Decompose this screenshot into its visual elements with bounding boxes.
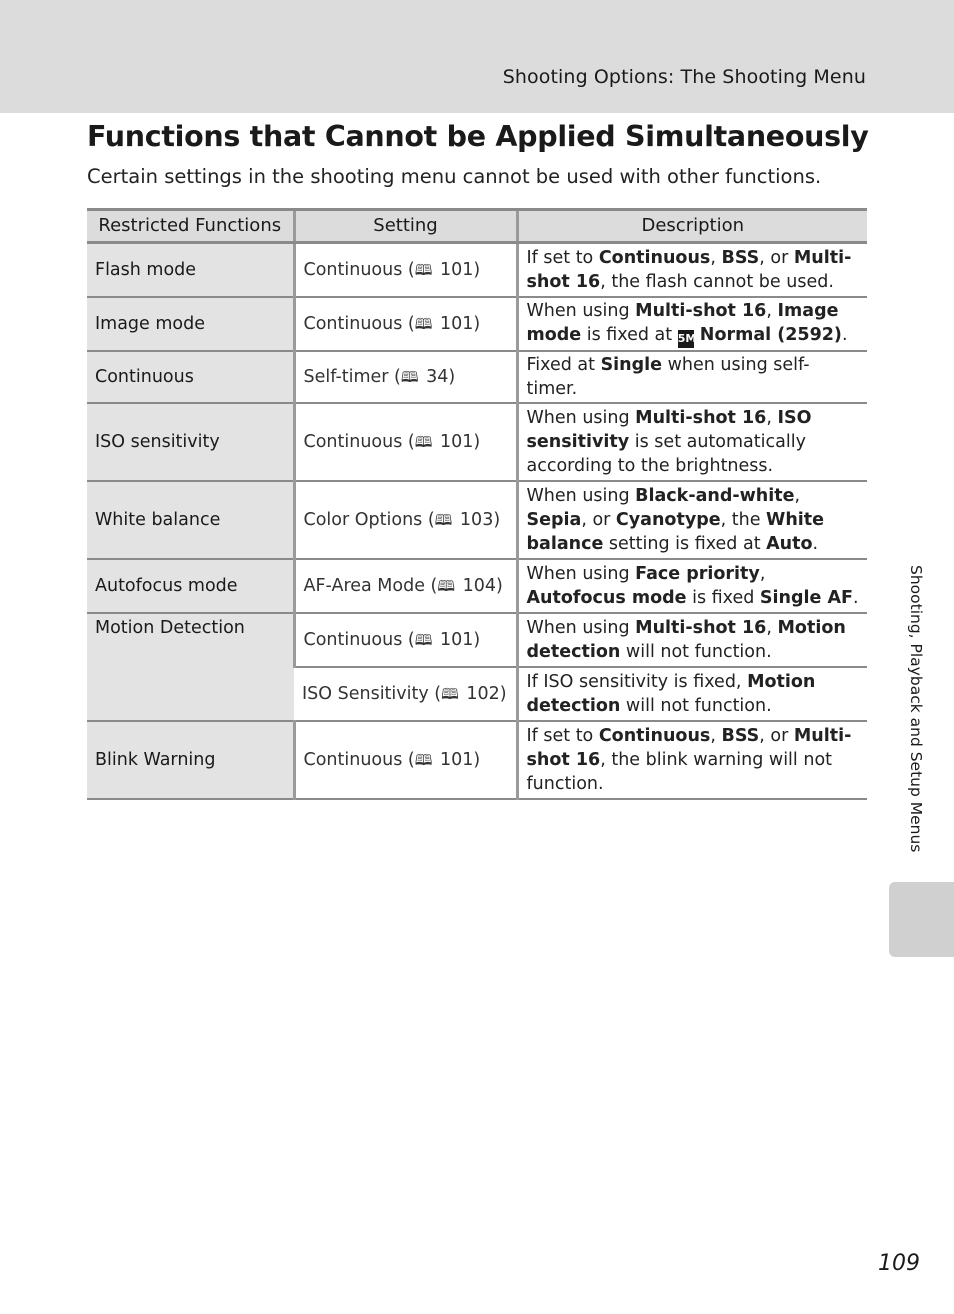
setting-label: ISO Sensitivity ( bbox=[302, 683, 442, 704]
description-emphasis: Multi-shot 16 bbox=[635, 407, 767, 428]
restricted-function-cell: Flash mode bbox=[87, 243, 294, 297]
description-emphasis: Multi-shot 16 bbox=[635, 301, 767, 321]
description-emphasis: BSS bbox=[721, 247, 760, 268]
description-text: is set automatically according to the brightness. bbox=[526, 431, 806, 476]
description-emphasis: Auto bbox=[766, 533, 813, 554]
setting-label: Continuous ( bbox=[303, 313, 415, 334]
page-reference: 101) bbox=[434, 313, 481, 334]
description-emphasis: Motion detection bbox=[526, 617, 846, 662]
description-emphasis: Multi-shot 16 bbox=[635, 617, 767, 638]
description-text: is fixed bbox=[686, 587, 760, 608]
description-emphasis: Continuous bbox=[598, 725, 711, 746]
table-row bbox=[87, 403, 867, 481]
table-row bbox=[87, 243, 867, 297]
header-band bbox=[0, 0, 954, 113]
setting-label: AF-Area Mode ( bbox=[303, 575, 438, 596]
5m-image-mode-icon: 5M bbox=[678, 330, 694, 348]
restricted-function-cell: Blink Warning bbox=[87, 721, 294, 799]
description-emphasis: Cyanotype bbox=[615, 509, 721, 530]
table-row bbox=[87, 351, 867, 403]
setting-label: Continuous ( bbox=[303, 431, 415, 452]
description-text: , or bbox=[759, 725, 794, 746]
description-text: Fixed at bbox=[526, 354, 601, 375]
description-emphasis: BSS bbox=[721, 725, 760, 746]
description-text: , or bbox=[759, 247, 794, 268]
description-cell bbox=[517, 243, 867, 297]
setting-cell bbox=[294, 559, 517, 613]
description-text: . bbox=[812, 533, 819, 554]
restrictions-table bbox=[87, 208, 867, 800]
setting-label: Color Options ( bbox=[303, 509, 435, 530]
page-reference: 101) bbox=[434, 259, 481, 280]
description-text: will not function. bbox=[620, 641, 772, 662]
book-icon: 🕮 bbox=[414, 314, 433, 333]
header-setting: Setting bbox=[294, 210, 517, 243]
description-text: , the blink warning will not function. bbox=[526, 749, 833, 794]
book-icon: 🕮 bbox=[414, 630, 433, 649]
description-emphasis: Face priority bbox=[635, 563, 760, 584]
description-cell bbox=[517, 297, 867, 351]
description-text: , or bbox=[581, 509, 616, 530]
restricted-function-cell: ISO sensitivity bbox=[87, 403, 294, 481]
description-emphasis: Normal (2592) bbox=[693, 325, 842, 345]
description-text: When using bbox=[526, 485, 636, 506]
description-text: , bbox=[794, 485, 801, 506]
description-text: , bbox=[766, 407, 778, 428]
setting-cell bbox=[294, 297, 517, 351]
description-cell bbox=[517, 667, 867, 721]
page-number: 109 bbox=[878, 1251, 920, 1276]
description-text: will not function. bbox=[620, 695, 772, 716]
header-description: Description bbox=[517, 210, 867, 243]
restricted-function-cell: White balance bbox=[87, 481, 294, 559]
description-emphasis: Continuous bbox=[598, 247, 711, 268]
table-row bbox=[87, 481, 867, 559]
book-icon: 🕮 bbox=[414, 260, 433, 279]
table-row bbox=[87, 559, 867, 613]
description-emphasis: Multi-shot 16 bbox=[526, 725, 852, 770]
chapter-side-label: Shooting, Playback and Setup Menus bbox=[907, 565, 925, 853]
description-emphasis: Single AF bbox=[759, 587, 853, 608]
description-text: If set to bbox=[526, 247, 599, 268]
description-emphasis: Sepia bbox=[526, 509, 582, 530]
description-emphasis: ISO sensitivity bbox=[526, 407, 812, 452]
table-row bbox=[87, 613, 867, 667]
page-reference: 102) bbox=[460, 683, 507, 704]
setting-cell bbox=[294, 403, 517, 481]
description-emphasis: Motion detection bbox=[526, 671, 816, 716]
restricted-function-cell: Autofocus mode bbox=[87, 559, 294, 613]
setting-label: Self-timer ( bbox=[303, 366, 401, 387]
restricted-function-cell: Continuous bbox=[87, 351, 294, 403]
description-text: When using bbox=[526, 301, 636, 321]
setting-cell bbox=[294, 721, 517, 799]
book-icon: 🕮 bbox=[414, 432, 433, 451]
description-cell bbox=[517, 403, 867, 481]
page-reference: 104) bbox=[457, 575, 503, 596]
description-cell bbox=[517, 721, 867, 799]
description-text: When using bbox=[526, 563, 636, 584]
book-icon: 🕮 bbox=[437, 576, 456, 595]
description-cell bbox=[517, 559, 867, 613]
description-text: , bbox=[710, 725, 722, 746]
description-text: , bbox=[766, 617, 778, 638]
chapter-tab bbox=[889, 882, 954, 957]
book-icon: 🕮 bbox=[434, 510, 453, 529]
description-emphasis: Image mode bbox=[526, 301, 839, 345]
description-text: when using self-timer. bbox=[526, 354, 810, 399]
description-cell bbox=[517, 481, 867, 559]
description-text: , bbox=[766, 301, 778, 321]
description-emphasis: Black-and-white bbox=[635, 485, 795, 506]
description-text: When using bbox=[526, 407, 636, 428]
page-reference: 101) bbox=[434, 749, 481, 770]
setting-label: Continuous ( bbox=[303, 259, 415, 280]
description-text: setting is fixed at bbox=[603, 533, 767, 554]
setting-label: Continuous ( bbox=[303, 629, 415, 650]
description-text: , bbox=[759, 563, 766, 584]
table-body bbox=[87, 243, 867, 799]
description-emphasis: Multi-shot 16 bbox=[526, 247, 852, 292]
description-emphasis: Autofocus mode bbox=[526, 587, 687, 608]
setting-cell bbox=[294, 667, 517, 721]
table-row bbox=[87, 297, 867, 351]
restricted-function-cell: Image mode bbox=[87, 297, 294, 351]
description-text: , the flash cannot be used. bbox=[600, 271, 834, 292]
description-text: , bbox=[710, 247, 722, 268]
book-icon: 🕮 bbox=[414, 750, 433, 769]
setting-cell bbox=[294, 243, 517, 297]
intro-text: Certain settings in the shooting menu cannot be used with other functions. bbox=[87, 165, 822, 188]
table-header-row bbox=[87, 210, 867, 243]
page-reference: 103) bbox=[454, 509, 501, 530]
book-icon: 🕮 bbox=[400, 367, 419, 386]
description-cell bbox=[517, 613, 867, 667]
restricted-function-cell: Motion Detection bbox=[87, 613, 294, 721]
description-text: When using bbox=[526, 617, 636, 638]
description-text: . bbox=[852, 587, 859, 608]
book-icon: 🕮 bbox=[441, 684, 459, 703]
description-text: is fixed at bbox=[581, 325, 678, 345]
table-row bbox=[87, 721, 867, 799]
header-restricted-functions: Restricted Functions bbox=[87, 210, 294, 243]
setting-cell bbox=[294, 613, 517, 667]
description-emphasis: Single bbox=[600, 354, 663, 375]
setting-cell bbox=[294, 351, 517, 403]
page-reference: 101) bbox=[434, 431, 481, 452]
setting-label: Continuous ( bbox=[303, 749, 415, 770]
page-title: Functions that Cannot be Applied Simultaneously bbox=[87, 120, 869, 153]
description-emphasis: White balance bbox=[526, 509, 825, 554]
description-text: , the bbox=[720, 509, 767, 530]
description-text: If ISO sensitivity is fixed, bbox=[526, 671, 748, 692]
description-text: If set to bbox=[526, 725, 599, 746]
page-reference: 34) bbox=[420, 366, 456, 387]
section-header: Shooting Options: The Shooting Menu bbox=[502, 66, 866, 88]
description-text: . bbox=[841, 325, 848, 345]
description-cell bbox=[517, 351, 867, 403]
page-reference: 101) bbox=[434, 629, 481, 650]
setting-cell bbox=[294, 481, 517, 559]
